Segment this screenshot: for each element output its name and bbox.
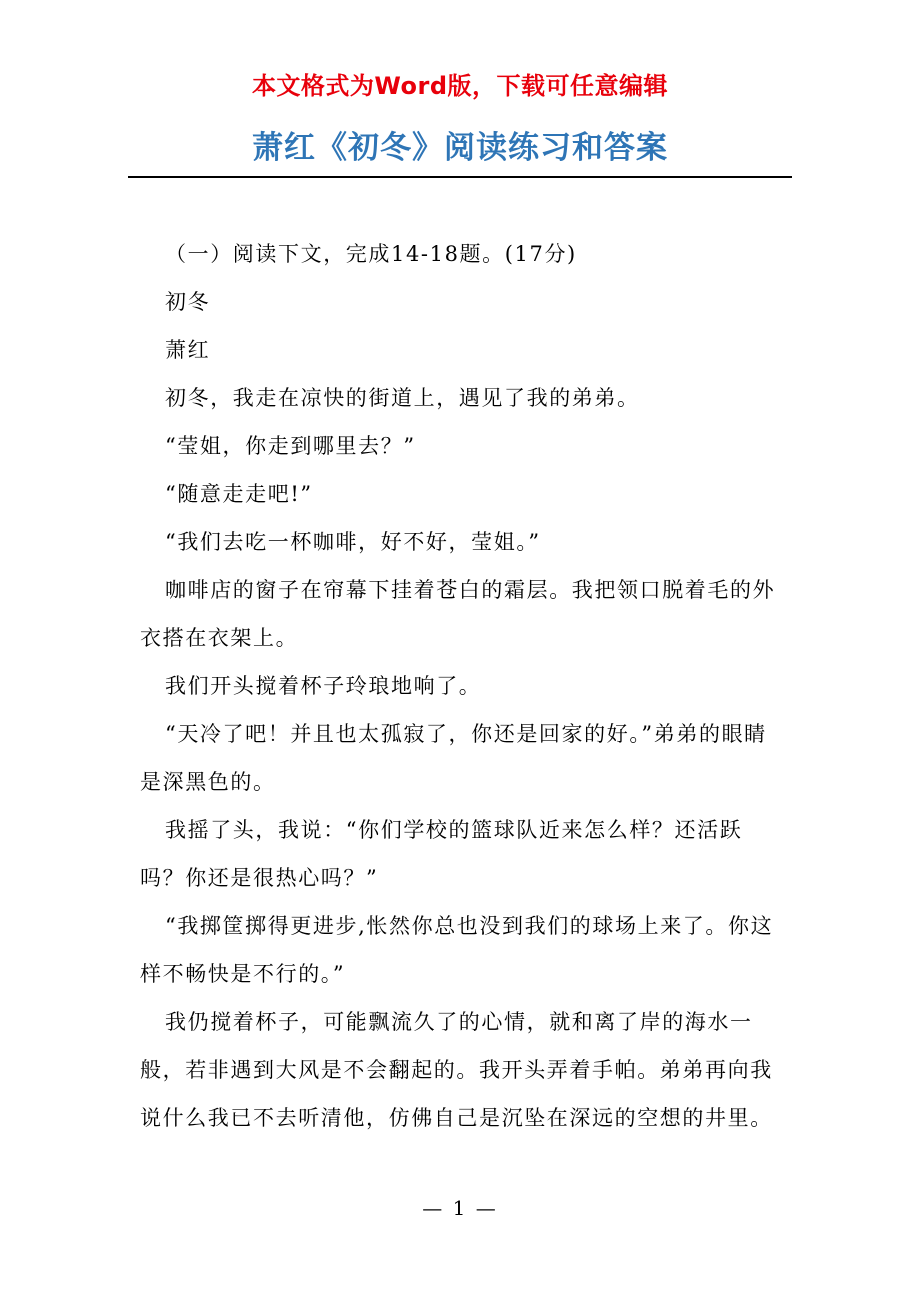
- paragraph: 初冬，我走在凉快的街道上，遇见了我的弟弟。: [165, 386, 640, 410]
- paragraph: “莹姐，你走到哪里去？”: [165, 434, 416, 458]
- paragraph: “天冷了吧！并且也太孤寂了，你还是回家的好。”弟弟的眼睛是深黑色的。: [140, 722, 767, 794]
- document-title: 萧红《初冬》阅读练习和答案: [252, 130, 668, 166]
- paragraph: 我摇了头，我说：“你们学校的篮球队近来怎么样？还活跃吗？你还是很热心吗？”: [140, 818, 743, 890]
- document-body: [140, 230, 782, 1142]
- paragraph: “我掷筐掷得更进步,怅然你总也没到我们的球场上来了。你这样不畅快是不行的。”: [140, 914, 774, 986]
- paragraph: 咖啡店的窗子在帘幕下挂着苍白的霜层。我把领口脱着毛的外衣搭在衣架上。: [140, 578, 776, 650]
- paragraph: 我们开头搅着杯子玲琅地响了。: [165, 674, 482, 698]
- paragraph: “我们去吃一杯咖啡，好不好，莹姐。”: [165, 530, 541, 554]
- section-instruction: （一）阅读下文，完成14-18题。(17分): [165, 242, 577, 266]
- paragraph: 我仍搅着杯子，可能飘流久了的心情，就和离了岸的海水一般，若非遇到大风是不会翻起的。我开头弄着手帕。弟弟再向我说什么我已不去听清他，仿佛自己是沉坠在深远的空想的井里。: [140, 1010, 773, 1130]
- header-divider: [128, 176, 792, 178]
- story-author: 萧红: [165, 338, 211, 362]
- format-notice-banner: 本文格式为Word版，下载可任意编辑: [251, 72, 669, 100]
- paragraph: “随意走走吧!”: [165, 482, 313, 506]
- story-title: 初冬: [165, 290, 211, 314]
- page-number: — 1 —: [422, 1196, 498, 1220]
